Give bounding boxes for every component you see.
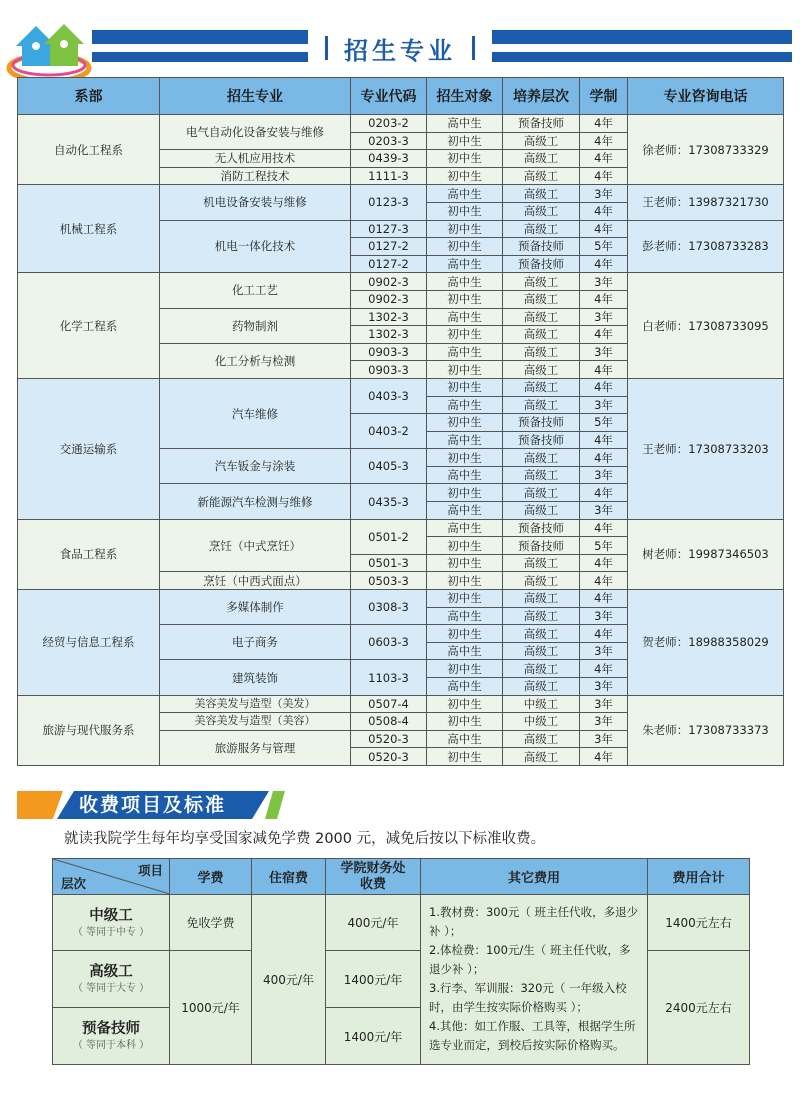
contact-cell: 朱老师：17308733373 — [628, 695, 784, 765]
level-cell: 高级工 — [503, 678, 580, 696]
level-cell: 高级工 — [503, 290, 580, 308]
code-cell: 0127-3 — [351, 220, 427, 238]
major-cell: 消防工程技术 — [160, 167, 351, 185]
fee-finance-cell: 1400元/年 — [326, 1008, 421, 1065]
years-cell: 3年 — [580, 396, 628, 414]
code-cell: 0903-3 — [351, 361, 427, 379]
majors-table — [17, 77, 784, 766]
level-cell: 高级工 — [503, 220, 580, 238]
code-cell: 1103-3 — [351, 660, 427, 695]
years-cell: 3年 — [580, 308, 628, 326]
fee-finance-cell: 400元/年 — [326, 895, 421, 951]
level-cell: 预备技师 — [503, 519, 580, 537]
page-title-box — [308, 28, 492, 68]
contact-cell: 王老师：13987321730 — [628, 185, 784, 220]
target-cell: 初中生 — [427, 202, 503, 220]
code-cell: 0203-2 — [351, 115, 427, 133]
fee-header-dorm: 住宿费 — [252, 859, 326, 895]
years-cell: 5年 — [580, 537, 628, 555]
target-cell: 初中生 — [427, 361, 503, 379]
level-cell: 高级工 — [503, 502, 580, 520]
years-cell: 4年 — [580, 625, 628, 643]
contact-cell: 树老师：19987346503 — [628, 519, 784, 589]
major-cell: 化工分析与检测 — [160, 343, 351, 378]
fee-level-note: （ 等同于中专 ） — [72, 926, 150, 938]
years-cell: 4年 — [580, 484, 628, 502]
table-row — [18, 273, 784, 291]
fee-level-note: （ 等同于本科 ） — [72, 1040, 150, 1051]
major-cell: 烹饪（中式烹饪） — [160, 519, 351, 572]
code-cell: 0902-3 — [351, 273, 427, 291]
major-cell: 机电一体化技术 — [160, 220, 351, 273]
contact-cell: 白老师：17308733095 — [628, 273, 784, 379]
code-cell: 0520-3 — [351, 730, 427, 748]
code-cell: 0308-3 — [351, 590, 427, 625]
header-phone: 专业咨询电话 — [628, 78, 784, 115]
department-cell: 交通运输系 — [18, 378, 160, 519]
level-cell: 高级工 — [503, 167, 580, 185]
code-cell: 0403-3 — [351, 378, 427, 413]
years-cell: 3年 — [580, 502, 628, 520]
years-cell: 4年 — [580, 115, 628, 133]
fee-finance-cell: 1400元/年 — [326, 951, 421, 1008]
school-logo-icon — [6, 18, 92, 84]
fee-tuition-cell: 1000元/年 — [170, 951, 252, 1065]
header-major: 招生专业 — [160, 78, 351, 115]
target-cell: 高中生 — [427, 273, 503, 291]
target-cell: 初中生 — [427, 150, 503, 168]
target-cell: 初中生 — [427, 326, 503, 344]
target-cell: 高中生 — [427, 431, 503, 449]
code-cell: 0501-2 — [351, 519, 427, 554]
code-cell: 1302-3 — [351, 326, 427, 344]
contact-cell: 贺老师：18988358029 — [628, 590, 784, 696]
fee-section-header — [17, 788, 287, 820]
fee-other-cell: 1.教材费：300元（ 班主任代收，多退少补 ）； 2.体检费：100元/生（ 班主任代收，多退少补 ）； 3.行李、军训服：320元（ 一年级入校时，由学生按实际价格购买 ）； 4.其他：如工作服、工具等，根据学生所选专业而定，到校后按实际价格购买。 — [421, 895, 648, 1065]
code-cell: 0123-3 — [351, 185, 427, 220]
major-cell: 美容美发与造型（美发） — [160, 695, 351, 713]
years-cell: 4年 — [580, 449, 628, 467]
years-cell: 5年 — [580, 414, 628, 432]
target-cell: 初中生 — [427, 590, 503, 608]
level-cell: 高级工 — [503, 466, 580, 484]
code-cell: 0503-3 — [351, 572, 427, 590]
header-target: 招生对象 — [427, 78, 503, 115]
code-cell: 0435-3 — [351, 484, 427, 519]
target-cell: 高中生 — [427, 396, 503, 414]
level-cell: 高级工 — [503, 660, 580, 678]
code-cell: 0501-3 — [351, 554, 427, 572]
major-cell: 化工工艺 — [160, 273, 351, 308]
header-code: 专业代码 — [351, 78, 427, 115]
level-cell: 高级工 — [503, 554, 580, 572]
years-cell: 4年 — [580, 519, 628, 537]
code-cell: 0520-3 — [351, 748, 427, 766]
level-cell: 预备技师 — [503, 115, 580, 133]
code-cell: 0127-2 — [351, 238, 427, 256]
fee-intro-text: 就读我院学生每年均享受国家减免学费 2000 元，减免后按以下标准收费。 — [64, 831, 546, 847]
level-cell: 高级工 — [503, 343, 580, 361]
level-cell: 高级工 — [503, 361, 580, 379]
code-cell: 0203-3 — [351, 132, 427, 150]
major-cell: 烹饪（中西式面点） — [160, 572, 351, 590]
years-cell: 4年 — [580, 132, 628, 150]
years-cell: 4年 — [580, 748, 628, 766]
years-cell: 3年 — [580, 695, 628, 713]
level-cell: 中级工 — [503, 713, 580, 731]
code-cell: 0603-3 — [351, 625, 427, 660]
department-cell: 机械工程系 — [18, 185, 160, 273]
fee-header-row — [53, 859, 750, 895]
years-cell: 4年 — [580, 431, 628, 449]
target-cell: 高中生 — [427, 115, 503, 133]
code-cell: 1111-3 — [351, 167, 427, 185]
years-cell: 4年 — [580, 590, 628, 608]
contact-cell: 徐老师：17308733329 — [628, 115, 784, 185]
fee-total-cell: 2400元左右 — [648, 951, 750, 1065]
target-cell: 初中生 — [427, 625, 503, 643]
level-cell: 高级工 — [503, 730, 580, 748]
fee-header-finance: 学院财务处 收费 — [326, 859, 421, 895]
target-cell: 初中生 — [427, 449, 503, 467]
level-cell: 预备技师 — [503, 414, 580, 432]
level-cell: 高级工 — [503, 326, 580, 344]
years-cell: 3年 — [580, 466, 628, 484]
fee-total-cell: 1400元左右 — [648, 895, 750, 951]
target-cell: 初中生 — [427, 220, 503, 238]
header-department: 系部 — [18, 78, 160, 115]
major-cell: 无人机应用技术 — [160, 150, 351, 168]
target-cell: 初中生 — [427, 554, 503, 572]
fee-row-intermediate — [53, 895, 750, 951]
target-cell: 初中生 — [427, 132, 503, 150]
fee-header-tuition: 学费 — [170, 859, 252, 895]
header-green-stripe — [265, 791, 285, 819]
years-cell: 4年 — [580, 150, 628, 168]
fee-level-name: 高级工 — [89, 964, 133, 980]
target-cell: 初中生 — [427, 660, 503, 678]
major-cell: 多媒体制作 — [160, 590, 351, 625]
department-cell: 经贸与信息工程系 — [18, 590, 160, 696]
fee-table — [52, 858, 750, 1065]
years-cell: 4年 — [580, 290, 628, 308]
table-row — [18, 115, 784, 133]
major-cell: 汽车钣金与涂装 — [160, 449, 351, 484]
major-cell: 建筑装饰 — [160, 660, 351, 695]
major-cell: 机电设备安装与维修 — [160, 185, 351, 220]
years-cell: 3年 — [580, 642, 628, 660]
level-cell: 高级工 — [503, 748, 580, 766]
target-cell: 高中生 — [427, 607, 503, 625]
target-cell: 初中生 — [427, 484, 503, 502]
code-cell: 0507-4 — [351, 695, 427, 713]
target-cell: 初中生 — [427, 414, 503, 432]
target-cell: 高中生 — [427, 519, 503, 537]
department-cell: 自动化工程系 — [18, 115, 160, 185]
target-cell: 高中生 — [427, 308, 503, 326]
contact-cell: 彭老师：17308733283 — [628, 220, 784, 273]
years-cell: 4年 — [580, 554, 628, 572]
department-cell: 旅游与现代服务系 — [18, 695, 160, 765]
level-cell: 高级工 — [503, 484, 580, 502]
level-cell: 高级工 — [503, 642, 580, 660]
years-cell: 3年 — [580, 678, 628, 696]
major-cell: 药物制剂 — [160, 308, 351, 343]
fee-header-item: 项目 — [137, 863, 163, 878]
level-cell: 高级工 — [503, 449, 580, 467]
target-cell: 初中生 — [427, 695, 503, 713]
level-cell: 高级工 — [503, 185, 580, 203]
level-cell: 高级工 — [503, 132, 580, 150]
level-cell: 高级工 — [503, 590, 580, 608]
target-cell: 高中生 — [427, 642, 503, 660]
years-cell: 4年 — [580, 220, 628, 238]
level-cell: 高级工 — [503, 273, 580, 291]
fee-level-name: 中级工 — [89, 907, 133, 924]
header-years: 学制 — [580, 78, 628, 115]
years-cell: 5年 — [580, 238, 628, 256]
code-cell: 0403-2 — [351, 414, 427, 449]
target-cell: 高中生 — [427, 678, 503, 696]
major-cell: 电气自动化设备安装与维修 — [160, 115, 351, 150]
target-cell: 高中生 — [427, 466, 503, 484]
level-cell: 高级工 — [503, 150, 580, 168]
code-cell: 0902-3 — [351, 290, 427, 308]
major-cell: 新能源汽车检测与维修 — [160, 484, 351, 519]
level-cell: 预备技师 — [503, 537, 580, 555]
contact-cell: 王老师：17308733203 — [628, 378, 784, 519]
code-cell: 0405-3 — [351, 449, 427, 484]
header-orange-stripe — [17, 791, 63, 819]
department-cell: 化学工程系 — [18, 273, 160, 379]
fee-level-cell — [53, 951, 170, 1008]
table-row — [18, 185, 784, 203]
level-cell: 预备技师 — [503, 238, 580, 256]
years-cell: 3年 — [580, 185, 628, 203]
target-cell: 高中生 — [427, 502, 503, 520]
years-cell: 4年 — [580, 361, 628, 379]
level-cell: 高级工 — [503, 396, 580, 414]
fee-level-name: 预备技师 — [82, 1021, 140, 1037]
target-cell: 初中生 — [427, 713, 503, 731]
fee-level-cell — [53, 1008, 170, 1065]
fee-level-cell — [53, 895, 170, 951]
years-cell: 3年 — [580, 607, 628, 625]
level-cell: 高级工 — [503, 625, 580, 643]
majors-header-row — [18, 78, 784, 115]
years-cell: 4年 — [580, 660, 628, 678]
level-cell: 高级工 — [503, 572, 580, 590]
level-cell: 高级工 — [503, 607, 580, 625]
code-cell: 0439-3 — [351, 150, 427, 168]
years-cell: 4年 — [580, 378, 628, 396]
level-cell: 中级工 — [503, 695, 580, 713]
years-cell: 3年 — [580, 273, 628, 291]
target-cell: 高中生 — [427, 730, 503, 748]
fee-header-corner — [53, 859, 170, 895]
level-cell: 预备技师 — [503, 255, 580, 273]
target-cell: 高中生 — [427, 343, 503, 361]
code-cell: 0127-2 — [351, 255, 427, 273]
target-cell: 初中生 — [427, 572, 503, 590]
years-cell: 4年 — [580, 255, 628, 273]
years-cell: 3年 — [580, 343, 628, 361]
major-cell: 电子商务 — [160, 625, 351, 660]
table-row — [18, 519, 784, 537]
fee-dorm-cell: 400元/年 — [252, 895, 326, 1065]
target-cell: 初中生 — [427, 167, 503, 185]
major-cell: 美容美发与造型（美容） — [160, 713, 351, 731]
target-cell: 初中生 — [427, 378, 503, 396]
major-cell: 汽车维修 — [160, 378, 351, 448]
target-cell: 初中生 — [427, 238, 503, 256]
department-cell: 食品工程系 — [18, 519, 160, 589]
fee-header-total: 费用合计 — [648, 859, 750, 895]
years-cell: 4年 — [580, 202, 628, 220]
level-cell: 高级工 — [503, 378, 580, 396]
years-cell: 3年 — [580, 730, 628, 748]
years-cell: 4年 — [580, 167, 628, 185]
target-cell: 高中生 — [427, 255, 503, 273]
years-cell: 4年 — [580, 326, 628, 344]
table-row — [18, 590, 784, 608]
page-title: 招生专业 — [344, 36, 456, 65]
major-cell: 旅游服务与管理 — [160, 730, 351, 765]
target-cell: 初中生 — [427, 290, 503, 308]
header-level: 培养层次 — [503, 78, 580, 115]
code-cell: 1302-3 — [351, 308, 427, 326]
code-cell: 0508-4 — [351, 713, 427, 731]
fee-header-other: 其它费用 — [421, 859, 648, 895]
target-cell: 高中生 — [427, 185, 503, 203]
level-cell: 高级工 — [503, 202, 580, 220]
code-cell: 0903-3 — [351, 343, 427, 361]
fee-level-note: （ 等同于大专 ） — [72, 983, 150, 994]
fee-tuition-cell: 免收学费 — [170, 895, 252, 951]
table-row — [18, 695, 784, 713]
years-cell: 4年 — [580, 572, 628, 590]
top-banner — [0, 0, 800, 80]
level-cell: 高级工 — [503, 308, 580, 326]
level-cell: 预备技师 — [503, 431, 580, 449]
target-cell: 初中生 — [427, 537, 503, 555]
years-cell: 3年 — [580, 713, 628, 731]
fee-header-level: 层次 — [61, 876, 87, 891]
fee-section-title: 收费项目及标准 — [79, 794, 227, 816]
table-row — [18, 378, 784, 396]
target-cell: 初中生 — [427, 748, 503, 766]
